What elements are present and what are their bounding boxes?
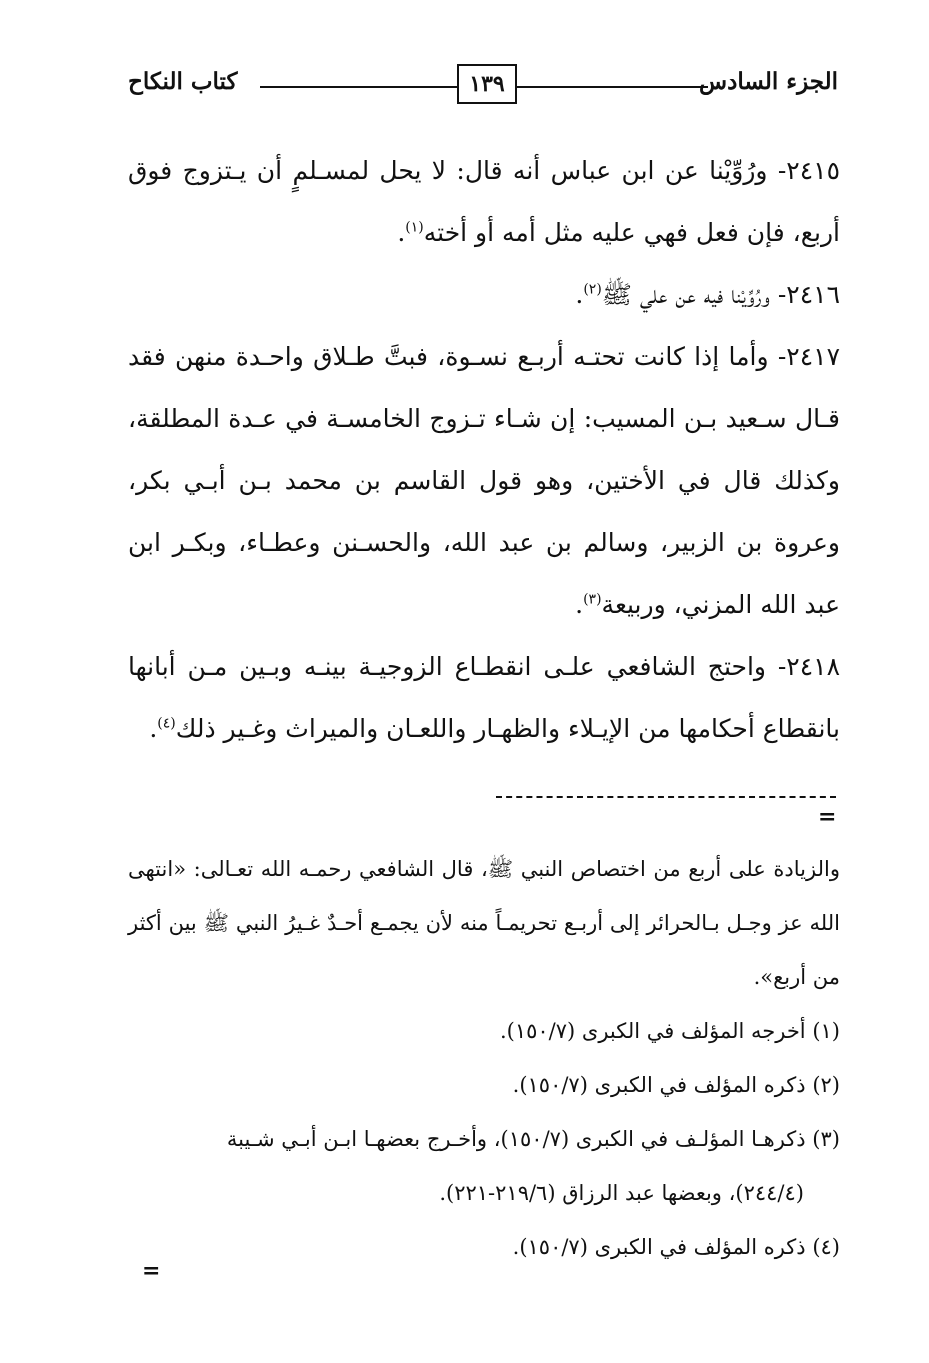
- volume-title: الجزء السادس: [699, 68, 838, 95]
- continues-next-page-mark: =: [142, 1258, 161, 1284]
- book-title: كتاب النكاح: [128, 68, 238, 95]
- footnotes: [128, 842, 840, 1274]
- footnote-ref: (٢): [583, 281, 602, 298]
- footnote-separator: [496, 796, 836, 798]
- footnote-ref: (٤): [157, 715, 176, 732]
- footnote-1: (١) أخرجه المؤلف في الكبرى (١٥٠/٧).: [499, 1019, 840, 1043]
- page-header: [128, 64, 838, 104]
- continued-footnote: والزيادة على أربع من اختصاص النبي ﷺ، قال الشافعي رحمـه الله تعـالى: «انتهى الله عز وجـل بـالحرائر إلى أربـع تحريمـاً منه لأن يجمـع أحـدٌ غـيرُ النبي ﷺ بين أكثر من أربع».: [128, 857, 840, 989]
- footnote-4: (٤) ذكره المؤلف في الكبرى (١٥٠/٧).: [512, 1235, 840, 1259]
- footnote-3: (٣) ذكرهـا المؤلـف في الكبرى (١٥٠/٧)، وأخـرج بعضهـا ابـن أبـي شـيبة: [226, 1127, 840, 1151]
- continuation-mark: =: [818, 804, 837, 830]
- paragraph-2416: ٢٤١٦- ورُوِّيْنا فيه عن علي ﷺ$^{(٢)}$.: [575, 280, 840, 309]
- page-number: ١٣٩: [457, 64, 517, 104]
- footnote-ref: (٣): [583, 591, 602, 608]
- header-rule-right: [518, 86, 708, 88]
- footnote-2: (٢) ذكره المؤلف في الكبرى (١٥٠/٧).: [512, 1073, 840, 1097]
- paragraph-2418: ٢٤١٨- واحتج الشافعي علـى انقطـاع الزوجيـة بينـه وبـين مـن أبانها بانقطاع أحكامها من الإيـلاء والظهـار واللعـان والميراث وغـير ذلك$^{(٤)}$.: [128, 652, 840, 743]
- paragraph-2417: ٢٤١٧- وأما إذا كانت تحتـه أربـع نسـوة، فبتَّ طـلاق واحـدة منهن فقد قـال سـعيد بـن المسيب: إن شـاء تـزوج الخامسـة في عـدة المطلقة، وكذلك قال في الأختين، وهو قول القاسم بن محمد بـن أبـي بكر، وعروة بن الزبير، وسالم بن عبد الله، والحسـنن وعطـاء، وبكـر ابن عبد الله المزني، وربيعة$^{(٣)}$.: [128, 342, 841, 619]
- footnote-3-continued: (٢٤٤/٤)، وبعضها عبد الرزاق (٢١٩/٦-٢٢١).: [439, 1181, 804, 1205]
- main-text: [128, 140, 840, 760]
- paragraph-2415: ٢٤١٥- ورُوِّيْنا عن ابن عباس أنه قال: لا يحل لمسـلمٍ أن يـتزوج فوق أربع، فإن فعل فهي عليه مثل أمه أو أخته$^{(١)}$.: [128, 156, 840, 247]
- footnote-ref: (١): [405, 219, 424, 236]
